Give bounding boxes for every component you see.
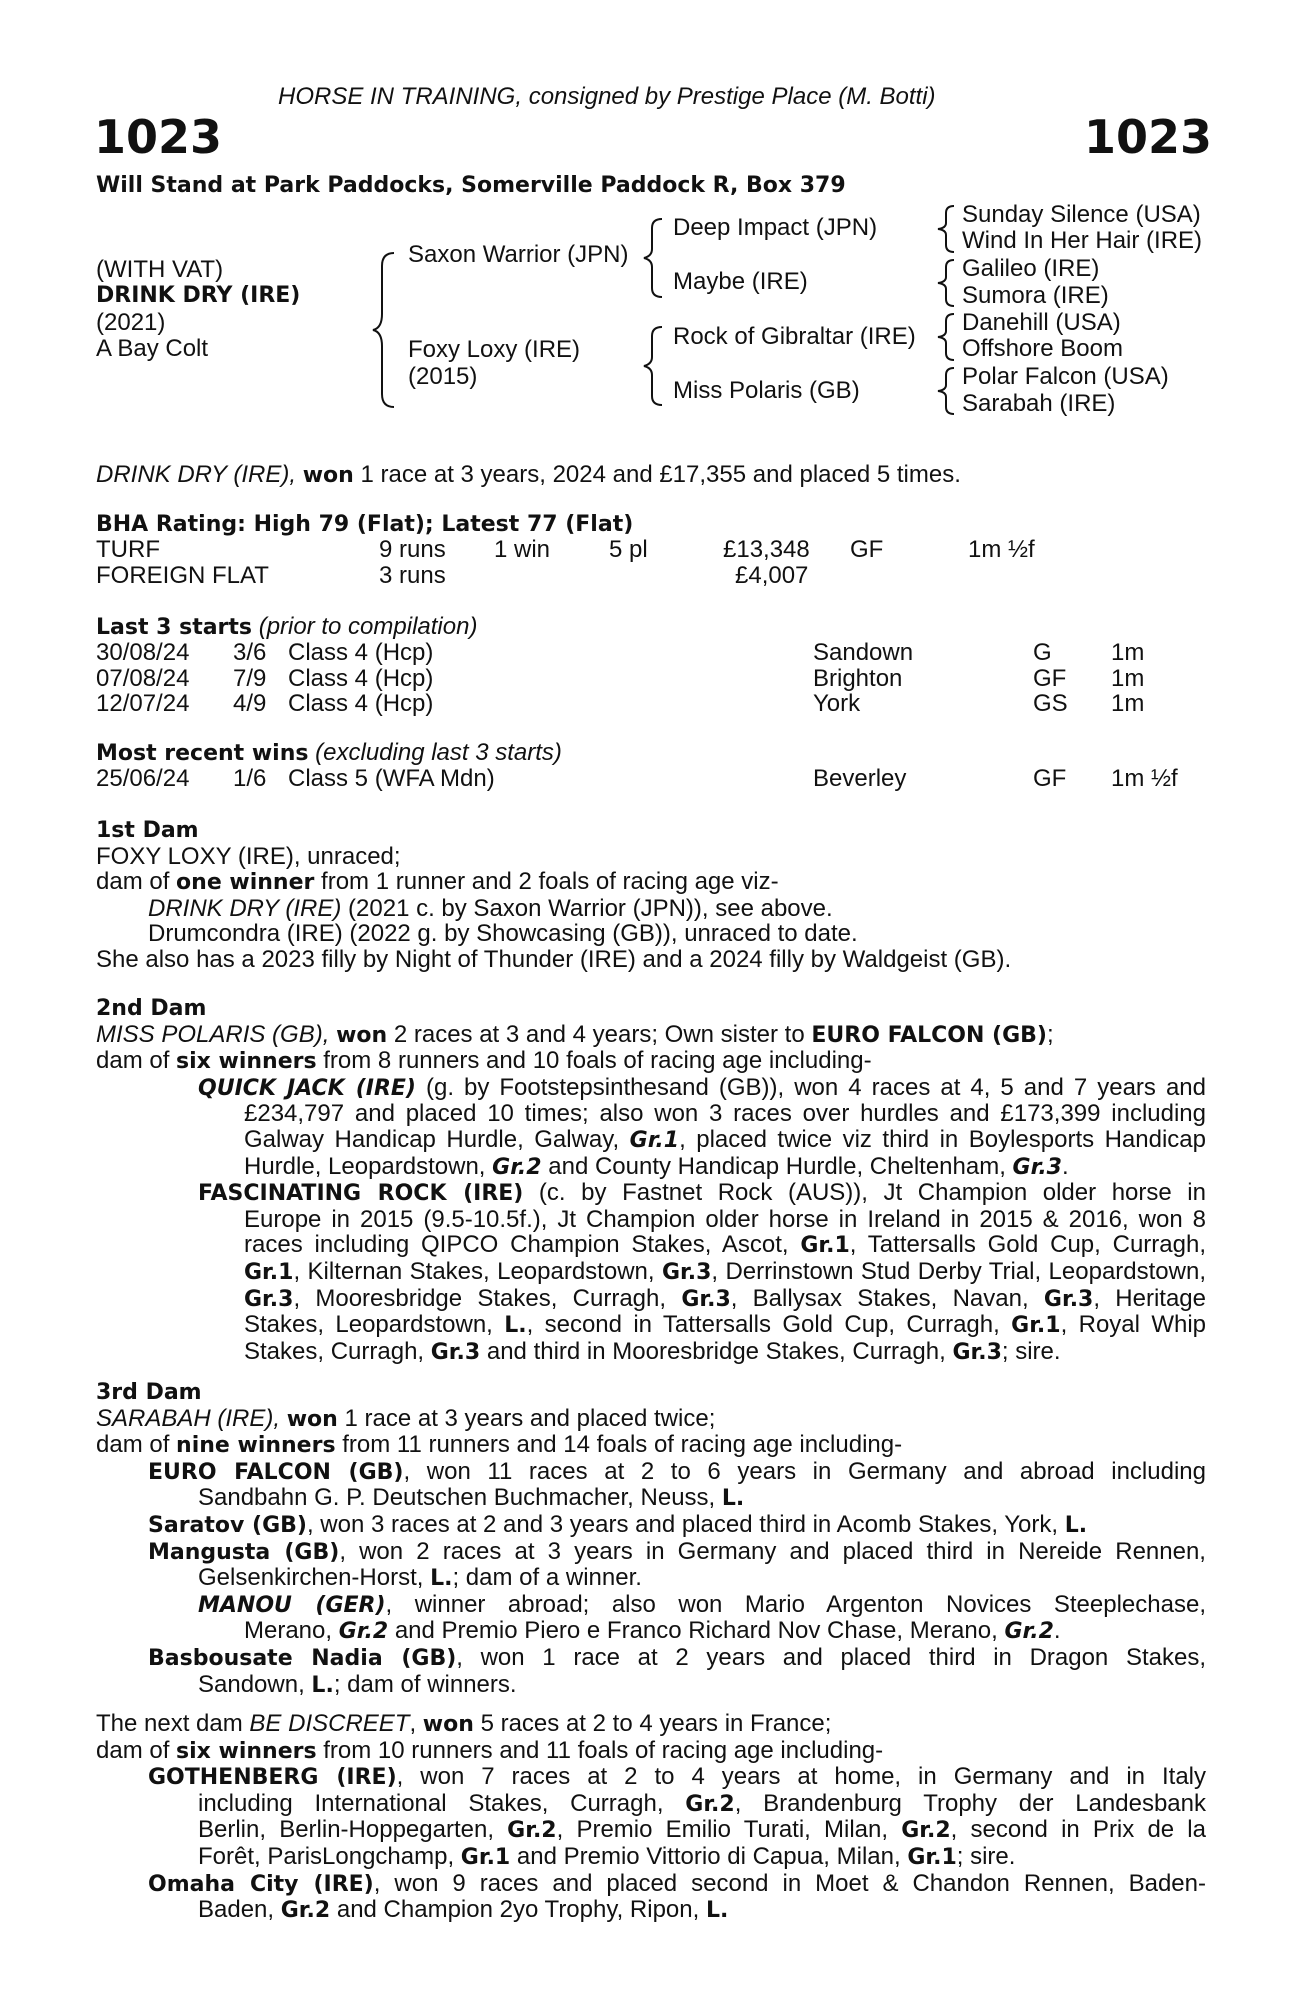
dam-line: dam of nine winners from 11 runners and 14 foals of racing age including- (96, 1431, 903, 1459)
produce-line: Gelsenkirchen-Horst, L.; dam of a winner. (198, 1564, 642, 1592)
recent-note: (excluding last 3 starts) (315, 739, 562, 766)
produce-line: including International Stakes, Curragh, Gr.2, Brandenburg Trophy der Landesbank (198, 1789, 1206, 1817)
table-cell: 1m (1111, 639, 1145, 666)
table-cell: 30/08/24 (96, 639, 190, 666)
pedigree-sire: Saxon Warrior (JPN) (408, 241, 629, 268)
horse-year: (2021) (96, 309, 166, 336)
produce-line: Baden, Gr.2 and Champion 2yo Trophy, Ripon, L. (198, 1896, 729, 1924)
table-cell (968, 563, 1035, 589)
table-cell: 1/6 (233, 765, 267, 792)
pedigree-ssd: Wind In Her Hair (IRE) (962, 227, 1203, 254)
pedigree-sdd: Sumora (IRE) (962, 282, 1109, 309)
table-cell: York (813, 690, 861, 718)
pedigree-brace-ds (934, 311, 958, 363)
table-cell: Class 5 (WFA Mdn) (288, 765, 495, 792)
table-cell: 7/9 (233, 664, 267, 692)
table-cell: G (1033, 639, 1052, 666)
pedigree-brace-main (370, 250, 400, 410)
lot-number-left: 1023 (94, 110, 223, 164)
horse-description: A Bay Colt (96, 335, 209, 362)
table-cell: Class 4 (Hcp) (288, 664, 434, 692)
table-cell (850, 563, 968, 589)
dam-line: dam of six winners from 10 runners and 11 foals of racing age including- (96, 1736, 884, 1764)
race-summary (96, 462, 961, 489)
rating-heading: BHA Rating: High 79 (Flat); Latest 77 (Flat) (96, 512, 634, 537)
pedigree-sire-sire: Deep Impact (JPN) (673, 214, 878, 241)
table-row (96, 766, 1178, 792)
table-cell: Brighton (813, 664, 903, 692)
produce-line: Europe in 2015 (9.5-10.5f.), Jt Champion older horse in Ireland in 2015 & 2016, won 8 (244, 1205, 1206, 1233)
table-cell: 1m (1111, 690, 1145, 718)
produce-line: GOTHENBERG (IRE), won 7 races at 2 to 4 years at home, in Germany and in Italy (148, 1763, 1207, 1791)
page-subtitle: HORSE IN TRAINING, consigned by Prestige Place (M. Botti) (278, 83, 936, 110)
table-cell: GF (850, 536, 884, 563)
produce-line: Basbousate Nadia (GB), won 1 race at 2 years and placed third in Dragon Stakes, (148, 1643, 1206, 1671)
produce-line: FASCINATING ROCK (IRE) (c. by Fastnet Rock (AUS)), Jt Champion older horse in (198, 1179, 1206, 1207)
vat-note: (WITH VAT) (96, 256, 224, 283)
pedigree-dam-sire: Rock of Gibraltar (IRE) (673, 323, 916, 350)
pedigree-sire-dam: Maybe (IRE) (673, 268, 808, 295)
table-cell: 4/9 (233, 690, 267, 718)
table-cell: 1m (1111, 664, 1145, 692)
table-cell: 3 runs (379, 561, 446, 589)
table-cell: Beverley (813, 765, 907, 792)
produce-line: races including QIPCO Champion Stakes, Ascot, Gr.1, Tattersalls Gold Cup, Curragh, (244, 1231, 1206, 1259)
produce-line: Berlin, Berlin-Hoppegarten, Gr.2, Premio Emilio Turati, Milan, Gr.2, second in Prix de la (198, 1816, 1206, 1844)
lot-number-right: 1023 (1084, 110, 1213, 164)
produce-line: Forêt, ParisLongchamp, Gr.1 and Premio Vittorio di Capua, Milan, Gr.1; sire. (198, 1842, 1016, 1870)
pedigree-sss: Sunday Silence (USA) (962, 201, 1201, 228)
produce-line: £234,797 and placed 10 times; also won 3 races over hurdles and £173,399 including (244, 1100, 1206, 1128)
table-row (96, 640, 1144, 666)
produce-line: Sandown, L.; dam of winners. (198, 1670, 517, 1698)
dam-line: She also has a 2023 filly by Night of Thunder (IRE) and a 2024 filly by Waldgeist (GB). (96, 945, 1012, 973)
table-row (96, 537, 1035, 563)
last3-note: (prior to compilation) (258, 613, 478, 640)
table-cell (494, 563, 609, 589)
table-cell: £4,007 (735, 561, 809, 589)
table-cell: GF (1033, 765, 1067, 792)
pedigree-brace-sire (640, 216, 666, 300)
table-cell: 3/6 (233, 639, 267, 666)
table-cell: 07/08/24 (96, 664, 190, 692)
racing-record-table (96, 537, 1035, 588)
produce-line: Stakes, Leopardstown, L., second in Tattersalls Gold Cup, Curragh, Gr.1, Royal Whip (244, 1311, 1207, 1339)
produce-line: Saratov (GB), won 3 races at 2 and 3 years and placed third in Acomb Stakes, York, L. (148, 1510, 1088, 1538)
recent-title: Most recent wins (96, 741, 309, 766)
produce-line: Stakes, Curragh, Gr.3 and third in Mooresbridge Stakes, Curragh, Gr.3; sire. (244, 1337, 1061, 1365)
table-row (96, 691, 1144, 717)
section-heading: 3rd Dam (96, 1380, 202, 1405)
table-cell: 1m ½f (968, 536, 1035, 563)
table-cell: 25/06/24 (96, 765, 190, 792)
table-row (96, 563, 1035, 589)
summary-won: won (302, 463, 354, 488)
table-cell: Class 4 (Hcp) (288, 639, 434, 666)
pedigree-brace-dd (934, 365, 958, 417)
produce-line: Drumcondra (IRE) (2022 g. by Showcasing (GB)), unraced to date. (148, 920, 858, 948)
section-heading: 1st Dam (96, 818, 199, 843)
pedigree-dam-year: (2015) (408, 363, 478, 390)
pedigree-brace-dam (640, 324, 666, 408)
recent-heading (96, 740, 562, 767)
dam-line: SARABAH (IRE), won 1 race at 3 years and placed twice; (96, 1404, 716, 1432)
table-cell: 9 runs (379, 536, 446, 563)
third-dam-section (96, 1380, 1206, 1698)
produce-line: Gr.1, Kilternan Stakes, Leopardstown, Gr.3, Derrinstown Stud Derby Trial, Leopardstown, (244, 1257, 1206, 1285)
produce-line: Sandbahn G. P. Deutschen Buchmacher, Neuss, L. (198, 1484, 745, 1512)
pedigree-dsd: Offshore Boom (962, 335, 1123, 362)
last3-title: Last 3 starts (96, 615, 253, 640)
table-cell: TURF (96, 536, 160, 563)
pedigree-dam-dam: Miss Polaris (GB) (673, 377, 860, 404)
table-cell: GF (1033, 664, 1067, 692)
dam-line: dam of six winners from 8 runners and 10 foals of racing age including- (96, 1047, 872, 1075)
dam-line: The next dam BE DISCREET, won 5 races at 2 to 4 years in France; (96, 1710, 832, 1737)
produce-line: QUICK JACK (IRE) (g. by Footstepsinthesand (GB)), won 4 races at 4, 5 and 7 years and (198, 1073, 1206, 1101)
produce-line: EURO FALCON (GB), won 11 races at 2 to 6 years in Germany and abroad including (148, 1457, 1206, 1485)
table-cell: 12/07/24 (96, 690, 190, 718)
recent-wins-table (96, 766, 1178, 792)
table-cell: FOREIGN FLAT (96, 561, 269, 589)
dam-line: dam of one winner from 1 runner and 2 foals of racing age viz- (96, 868, 779, 896)
horse-name: DRINK DRY (IRE) (96, 283, 301, 308)
summary-text: 1 race at 3 years, 2024 and £17,355 and placed 5 times. (360, 461, 961, 488)
table-cell: GS (1033, 690, 1068, 718)
dam-line: MISS POLARIS (GB), won 2 races at 3 and 4 years; Own sister to EURO FALCON (GB); (96, 1020, 1054, 1048)
table-cell: Class 4 (Hcp) (288, 690, 434, 718)
next-dam-section (96, 1711, 1206, 1924)
pedigree-dam: Foxy Loxy (IRE) (408, 336, 581, 363)
pedigree-ddd: Sarabah (IRE) (962, 390, 1116, 417)
produce-line: MANOU (GER), winner abroad; also won Mario Argenton Novices Steeplechase, (198, 1590, 1206, 1618)
pedigree-dds: Polar Falcon (USA) (962, 363, 1169, 390)
last3-table (96, 640, 1144, 717)
table-cell: £13,348 (723, 536, 810, 563)
pedigree-sds: Galileo (IRE) (962, 255, 1100, 282)
produce-line: DRINK DRY (IRE) (2021 c. by Saxon Warrior (JPN)), see above. (148, 894, 833, 922)
table-row (96, 666, 1144, 692)
first-dam-section (96, 818, 1206, 973)
last3-heading (96, 614, 477, 641)
pedigree-dss: Danehill (USA) (962, 309, 1121, 336)
table-cell (609, 563, 723, 589)
pedigree-brace-ss (934, 203, 958, 255)
table-cell: 1 win (494, 536, 551, 563)
produce-line: Omaha City (IRE), won 9 races and placed second in Moet & Chandon Rennen, Baden- (148, 1869, 1206, 1897)
dam-line: FOXY LOXY (IRE), unraced; (96, 842, 401, 870)
pedigree-brace-sd (934, 257, 958, 309)
stand-location: Will Stand at Park Paddocks, Somerville Paddock R, Box 379 (96, 173, 846, 198)
produce-line: Galway Handicap Hurdle, Galway, Gr.1, placed twice viz third in Boylesports Handicap (244, 1125, 1206, 1153)
table-cell: 5 pl (609, 536, 648, 563)
table-cell: Sandown (813, 639, 914, 666)
table-cell: 1m ½f (1111, 765, 1178, 792)
produce-line: Gr.3, Mooresbridge Stakes, Curragh, Gr.3, Ballysax Stakes, Navan, Gr.3, Heritage (244, 1284, 1207, 1312)
produce-line: Hurdle, Leopardstown, Gr.2 and County Handicap Hurdle, Cheltenham, Gr.3. (244, 1152, 1069, 1180)
produce-line: Mangusta (GB), won 2 races at 3 years in Germany and placed third in Nereide Rennen, (148, 1537, 1206, 1565)
summary-horse-name: DRINK DRY (IRE), (96, 461, 297, 488)
produce-line: Merano, Gr.2 and Premio Piero e Franco Richard Nov Chase, Merano, Gr.2. (244, 1617, 1061, 1645)
section-heading: 2nd Dam (96, 996, 207, 1021)
second-dam-section (96, 996, 1206, 1365)
